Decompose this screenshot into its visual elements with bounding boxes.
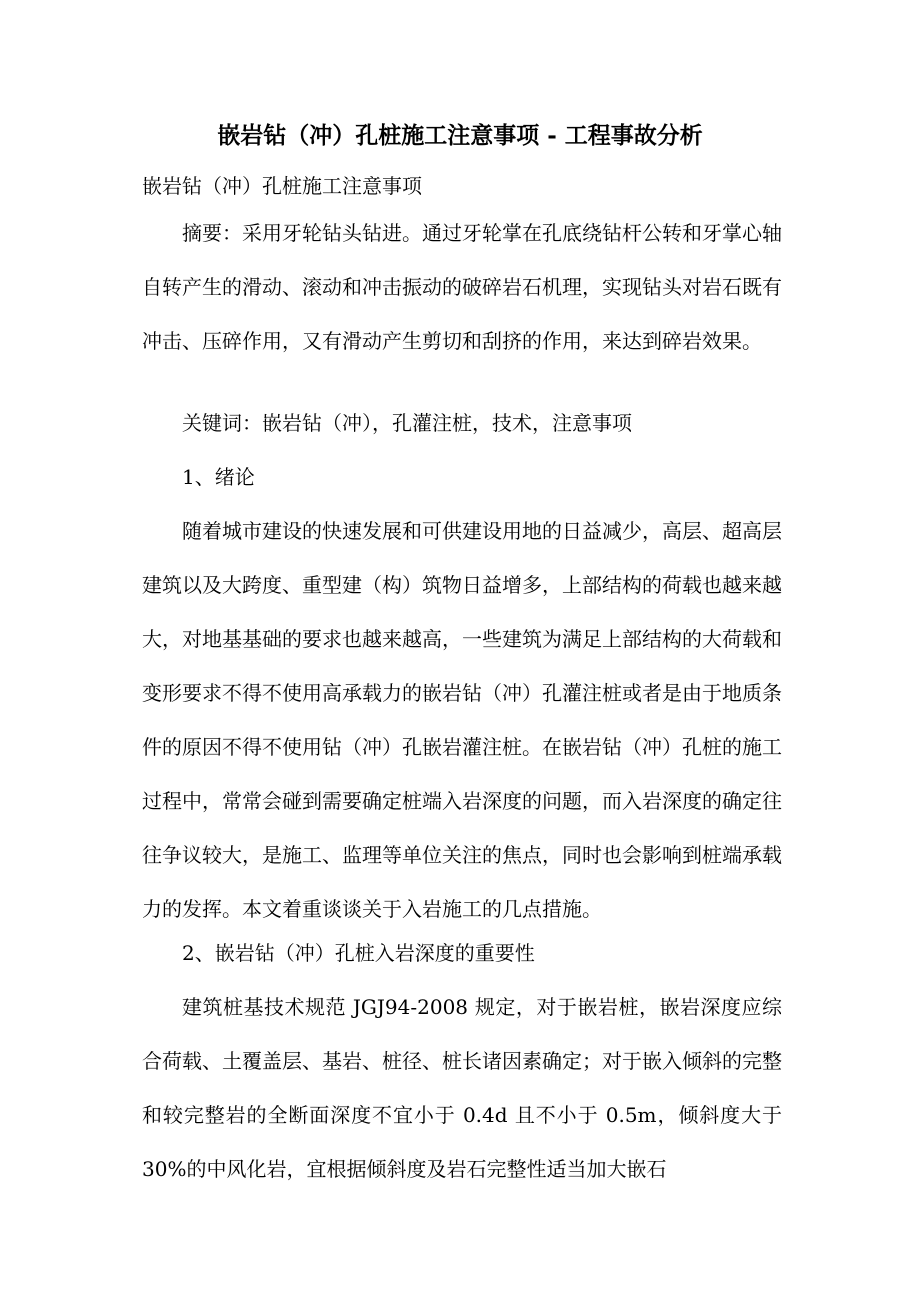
section-heading-importance: 2、嵌岩钻（冲）孔桩入岩深度的重要性	[182, 941, 535, 965]
introduction-paragraph: 随着城市建设的快速发展和可供建设用地的日益减少，高层、超高层建筑以及大跨度、重型建（构）筑物日益增多，上部结构的荷载也越来越大，对地基基础的要求也越来越高，一些建筑为满足上部结构的大荷载和变形要求不得不使用高承载力的嵌岩钻（冲）孔灌注桩或者是由于地质条件的原因不得不使用钻（冲）孔嵌岩灌注桩。在嵌岩钻（冲）孔桩的施工过程中，常常会碰到需要确定桩端入岩深度的问题，而入岩深度的确定往往争议较大，是施工、监理等单位关注的焦点，同时也会影响到桩端承载力的发挥。本文着重谈谈关于入岩施工的几点措施。	[142, 519, 782, 921]
document-subtitle: 嵌岩钻（冲）孔桩施工注意事项	[142, 174, 422, 198]
keywords-paragraph: 关键词：嵌岩钻（冲），孔灌注桩，技术，注意事项	[182, 411, 632, 435]
section-heading-introduction: 1、绪论	[182, 465, 255, 489]
document-title: 嵌岩钻（冲）孔桩施工注意事项 - 工程事故分析	[217, 122, 703, 149]
abstract-paragraph: 摘要：采用牙轮钻头钻进。通过牙轮掌在孔底绕钻杆公转和牙掌心轴自转产生的滑动、滚动和冲击振动的破碎岩石机理，实现钻头对岩石既有冲击、压碎作用，又有滑动产生剪切和刮挤的作用，来达到碎岩效果。	[142, 221, 782, 353]
importance-paragraph: 建筑桩基技术规范 JGJ94-2008 规定，对于嵌岩桩，嵌岩深度应综合荷载、土覆盖层、基岩、桩径、桩长诸因素确定；对于嵌入倾斜的完整和较完整岩的全断面深度不宜小于 0.4d 且不小于 0.5m，倾斜度大于 30%的中风化岩，宜根据倾斜度及岩石完整性适当加大嵌石	[142, 995, 782, 1181]
